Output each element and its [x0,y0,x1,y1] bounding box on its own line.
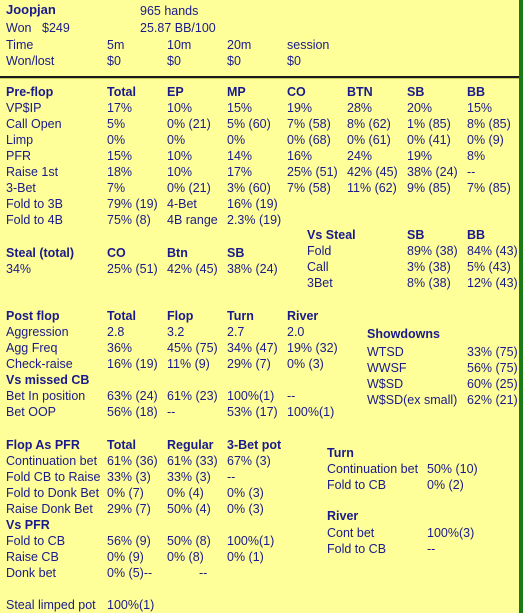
preflop-cell: 1% (85) [407,117,451,131]
preflop-cell: 8% (85) [467,117,511,131]
preflop-col-header: SB [407,85,425,99]
turn-row-label: Continuation bet [327,462,419,476]
period-value: $0 [227,54,241,68]
preflop-col-header: EP [167,85,184,99]
preflop-cell: 75% (8) [107,213,151,227]
river-value: -- [427,542,436,556]
preflop-cell: 5% (60) [227,117,271,131]
preflop-cell: 38% (24) [407,165,458,179]
preflop-col-header: CO [287,85,306,99]
period-label: session [287,38,330,52]
missed-cb-cell: 100%(1) [227,389,275,403]
vs-pfr-cell: 0% (8) [167,550,204,564]
steal-total: 34% [6,262,32,276]
river-row-label: Fold to CB [327,542,387,556]
steal-limped-pot-value: 100%(1) [107,598,155,612]
preflop-cell: 10% [167,101,193,115]
postflop-row-label: Agg Freq [6,341,58,355]
preflop-cell: 20% [407,101,433,115]
missed-cb-cell: 63% (24) [107,389,158,403]
flop-pfr-cell: 0% (7) [107,486,144,500]
vs-pfr-title: Vs PFR [6,518,50,532]
preflop-cell: 0% (41) [407,133,451,147]
steal-cell: 38% (24) [227,262,278,276]
preflop-cell: 7% (58) [287,117,331,131]
vs-steal-row-label: 3Bet [307,276,333,290]
preflop-cell: 11% (62) [347,181,397,195]
preflop-col-header: MP [227,85,246,99]
vs-pfr-cell: 56% (9) [107,534,151,548]
preflop-cell: 0% [227,133,246,147]
preflop-cell: 9% (85) [407,181,451,195]
preflop-cell: 42% (45) [347,165,398,179]
preflop-row-label: 3-Bet [6,181,36,195]
preflop-cell: 8% [467,149,486,163]
flop-pfr-row-label: Raise Donk Bet [6,502,93,516]
period-label: 5m [107,38,125,52]
preflop-cell: 5% [107,117,126,131]
postflop-cell: 2.7 [227,325,245,339]
preflop-cell: 18% [107,165,133,179]
preflop-cell: 8% (62) [347,117,391,131]
preflop-cell: 19% [287,101,313,115]
preflop-col-header: BTN [347,85,373,99]
flop-pfr-cell: 29% (7) [107,502,151,516]
postflop-row-label: Check-raise [6,357,73,371]
preflop-cell: 7% (58) [287,181,331,195]
header-divider-shadow [0,78,519,79]
flop-pfr-cell: 33% (3) [107,470,151,484]
player-name: Joopjan [6,2,56,17]
preflop-row-label: Raise 1st [6,165,59,179]
postflop-cell: 36% [107,341,133,355]
preflop-cell: 0% (21) [167,117,211,131]
steal-cell: 25% (51) [107,262,158,276]
river-value: 100%(3) [427,526,475,540]
postflop-col-header: Flop [167,309,194,323]
period-value: $0 [287,54,301,68]
flop-pfr-cell: -- [227,470,236,484]
vs-missed-cb-title: Vs missed CB [6,373,90,387]
period-value: $0 [167,54,181,68]
vs-pfr-row-label: Donk bet [6,566,57,580]
vs-pfr-row-label: Raise CB [6,550,59,564]
flop-pfr-cell: 0% (3) [227,486,264,500]
showdowns-value: 33% (75) [467,345,518,359]
preflop-cell: 3% (60) [227,181,271,195]
missed-cb-row-label: Bet In position [6,389,86,403]
vs-steal-cell: 84% (43) [467,244,518,258]
preflop-cell: 79% (19) [107,197,158,211]
flop-pfr-row-label: Fold to Donk Bet [6,486,100,500]
postflop-cell: 11% (9) [167,357,210,371]
postflop-cell: 2.0 [287,325,305,339]
preflop-cell: 7% [107,181,126,195]
preflop-cell: 0% [107,133,126,147]
vs-pfr-cell: 0% (5)-- [107,566,153,580]
steal-limped-pot-label: Steal limped pot [6,598,96,612]
vs-pfr-row-label: Fold to CB [6,534,66,548]
won-value: $249 [42,21,70,35]
postflop-cell: 29% (7) [227,357,271,371]
preflop-cell: 19% [407,149,433,163]
missed-cb-cell: 56% (18) [107,405,158,419]
postflop-cell: 0% (3) [287,357,324,371]
preflop-cell: 0% (9) [467,133,504,147]
preflop-cell: 0% (21) [167,181,211,195]
flop-pfr-cell: 0% (4) [167,486,204,500]
preflop-cell: 28% [347,101,373,115]
missed-cb-cell: 61% (23) [167,389,218,403]
preflop-cell: 14% [227,149,253,163]
flop-pfr-title: Flop As PFR [6,438,80,452]
preflop-cell: 10% [167,165,193,179]
river-row-label: Cont bet [327,526,375,540]
river-title: River [327,509,359,523]
flop-pfr-cell: 61% (36) [107,454,158,468]
preflop-cell: 0% (61) [347,133,391,147]
vs-steal-row-label: Fold [307,244,332,258]
preflop-cell: 24% [347,149,373,163]
postflop-row-label: Aggression [6,325,69,339]
flop-pfr-cell: 61% (33) [167,454,218,468]
vs-steal-cell: 12% (43) [467,276,518,290]
vs-steal-cell: 3% (38) [407,260,451,274]
vs-pfr-cell: -- [199,566,208,580]
steal-cell: 42% (45) [167,262,218,276]
vs-steal-col-header: SB [407,228,425,242]
flop-pfr-cell: 33% (3) [167,470,211,484]
postflop-title: Post flop [6,309,60,323]
preflop-cell: 17% [107,101,133,115]
steal-col-header: CO [107,246,126,260]
vs-pfr-cell: 0% (9) [107,550,144,564]
vs-steal-cell: 8% (38) [407,276,451,290]
flop-pfr-row-label: Fold CB to Raise [6,470,101,484]
flop-pfr-cell: 67% (3) [227,454,271,468]
flop-pfr-row-label: Continuation bet [6,454,98,468]
vs-steal-col-header: BB [467,228,486,242]
flop-pfr-col-header: Total [107,438,136,452]
preflop-row-label: Fold to 3B [6,197,63,211]
missed-cb-cell: -- [287,389,296,403]
wonlost-label: Won/lost [6,54,55,68]
preflop-cell: 25% (51) [287,165,338,179]
preflop-cell: 2.3% (19) [227,213,282,227]
bb-per-100: 25.87 BB/100 [140,21,216,35]
preflop-cell: 15% [107,149,133,163]
preflop-cell: 10% [167,149,193,163]
showdowns-row-label: WTSD [367,345,404,359]
showdowns-row-label: W$SD [367,377,404,391]
postflop-cell: 34% (47) [227,341,278,355]
missed-cb-cell: 53% (17) [227,405,278,419]
turn-value: 50% (10) [427,462,478,476]
preflop-row-label: Call Open [6,117,62,131]
steal-title: Steal (total) [6,246,75,260]
flop-pfr-col-header: Regular [167,438,214,452]
preflop-row-label: Fold to 4B [6,213,63,227]
preflop-cell: 4-Bet [167,197,197,211]
showdowns-row-label: WWSF [367,361,407,375]
showdowns-title: Showdowns [367,327,440,341]
preflop-cell: 16% (19) [227,197,278,211]
postflop-cell: 19% (32) [287,341,338,355]
period-label: 20m [227,38,252,52]
postflop-col-header: Turn [227,309,254,323]
turn-value: 0% (2) [427,478,464,492]
vs-pfr-cell: 50% (8) [167,534,211,548]
preflop-col-header: BB [467,85,486,99]
vs-pfr-cell: 100%(1) [227,534,275,548]
period-label: 10m [167,38,192,52]
hands-count: 965 hands [140,4,199,18]
preflop-col-header: Total [107,85,136,99]
flop-pfr-col-header: 3-Bet pot [227,438,282,452]
preflop-cell: 0% [167,133,186,147]
showdowns-value: 62% (21) [467,393,518,407]
showdowns-value: 56% (75) [467,361,518,375]
postflop-cell: 45% (75) [167,341,218,355]
time-label: Time [6,38,34,52]
won-label: Won [6,21,32,35]
showdowns-value: 60% (25) [467,377,518,391]
postflop-cell: 3.2 [167,325,185,339]
showdowns-row-label: W$SD(ex small) [367,393,458,407]
preflop-cell: 15% [227,101,253,115]
preflop-cell: 17% [227,165,253,179]
vs-steal-row-label: Call [307,260,329,274]
period-value: $0 [107,54,121,68]
steal-col-header: Btn [167,246,188,260]
postflop-col-header: River [287,309,319,323]
preflop-cell: -- [467,165,476,179]
preflop-cell: 15% [467,101,493,115]
missed-cb-cell: 100%(1) [287,405,335,419]
flop-pfr-cell: 50% (4) [167,502,211,516]
preflop-title: Pre-flop [6,85,54,99]
flop-pfr-cell: 0% (3) [227,502,264,516]
postflop-col-header: Total [107,309,136,323]
vs-steal-cell: 5% (43) [467,260,511,274]
preflop-row-label: VP$IP [6,101,42,115]
postflop-cell: 16% (19) [107,357,158,371]
preflop-cell: 16% [287,149,313,163]
missed-cb-cell: -- [167,405,176,419]
steal-col-header: SB [227,246,245,260]
vs-steal-title: Vs Steal [307,228,356,242]
turn-title: Turn [327,446,354,460]
preflop-cell: 0% (68) [287,133,331,147]
preflop-row-label: Limp [6,133,34,147]
vs-pfr-cell: 0% (1) [227,550,264,564]
preflop-cell: 7% (85) [467,181,511,195]
preflop-row-label: PFR [6,149,31,163]
vs-steal-cell: 89% (38) [407,244,458,258]
missed-cb-row-label: Bet OOP [6,405,57,419]
postflop-cell: 2.8 [107,325,125,339]
preflop-cell: 4B range [167,213,218,227]
turn-row-label: Fold to CB [327,478,387,492]
